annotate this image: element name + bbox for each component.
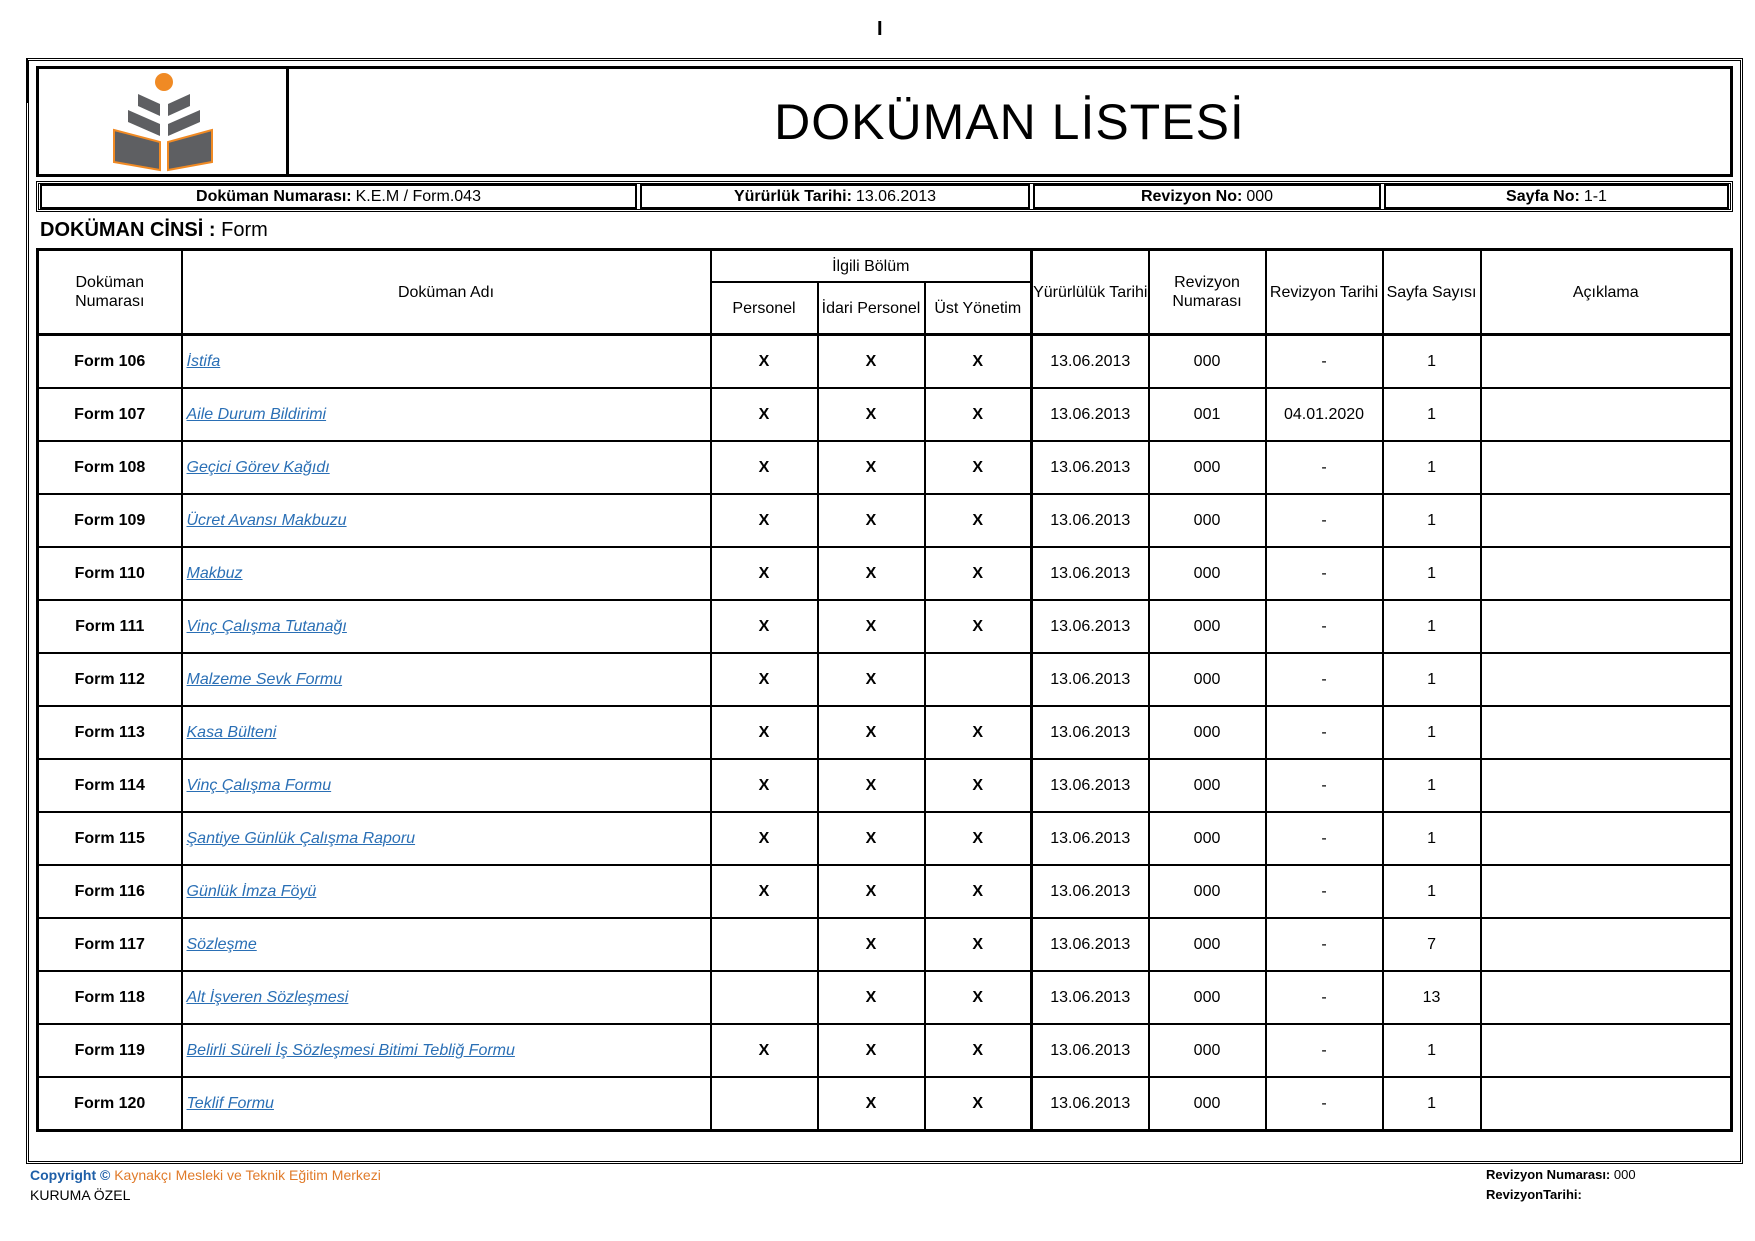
col-header-top-management: Üst Yönetim [925,282,1032,335]
revision-date-cell: - [1266,494,1383,547]
footer-revision-number-label: Revizyon Numarası: [1486,1167,1611,1182]
doc-number-value: K.E.M / Form.043 [355,187,481,205]
top-management-mark: X [925,865,1032,918]
doc-name-link[interactable]: Kasa Bülteni [186,723,277,741]
page-no-cell [1384,184,1729,209]
revision-number-cell: 000 [1149,600,1266,653]
admin-personnel-mark: X [818,653,925,706]
revision-number-cell: 000 [1149,494,1266,547]
doc-name-link[interactable]: Ücret Avansı Makbuzu [186,511,347,529]
doc-number-cell: Form 120 [38,1077,182,1131]
revision-number-cell: 000 [1149,441,1266,494]
table-row [38,706,1732,759]
revision-number-cell: 000 [1149,1077,1266,1131]
col-header-doc-name: Doküman Adı [182,250,711,335]
description-cell [1481,1024,1732,1077]
page-count-cell: 1 [1383,494,1481,547]
top-management-mark: X [925,706,1032,759]
col-header-revision-date: Revizyon Tarihi [1266,250,1383,335]
effective-date-cell: 13.06.2013 [1032,812,1149,865]
doc-name-link[interactable]: Vinç Çalışma Formu [186,776,332,794]
doc-name-link[interactable]: Aile Durum Bildirimi [186,405,327,423]
doc-name-cell [182,441,711,494]
effective-date-cell: 13.06.2013 [1032,706,1149,759]
personnel-mark [711,918,818,971]
top-management-mark: X [925,812,1032,865]
top-management-mark: X [925,547,1032,600]
frame-tick [26,58,28,103]
personnel-mark: X [711,865,818,918]
doc-name-link[interactable]: Vinç Çalışma Tutanağı [186,617,347,635]
revision-date-cell: - [1266,918,1383,971]
effective-date-cell: 13.06.2013 [1032,865,1149,918]
doc-number-cell: Form 107 [38,388,182,441]
doc-number-cell: Form 114 [38,759,182,812]
personnel-mark: X [711,335,818,389]
admin-personnel-mark: X [818,759,925,812]
effective-date-cell: 13.06.2013 [1032,1024,1149,1077]
page-count-cell: 1 [1383,547,1481,600]
personnel-mark: X [711,600,818,653]
table-row [38,494,1732,547]
copyright-label: Copyright © [30,1167,111,1183]
revision-number-cell: 000 [1149,706,1266,759]
copyright-line [30,1165,381,1185]
personnel-mark [711,1077,818,1131]
col-header-admin-personnel: İdari Personel [818,282,925,335]
page-count-cell: 7 [1383,918,1481,971]
effective-date-cell: 13.06.2013 [1032,653,1149,706]
table-row [38,335,1732,389]
col-header-revision-number: Revizyon Numarası [1149,250,1266,335]
doc-number-cell: Form 109 [38,494,182,547]
top-management-mark: X [925,1024,1032,1077]
description-cell [1481,653,1732,706]
personnel-mark: X [711,653,818,706]
page-count-cell: 1 [1383,653,1481,706]
col-header-effective-date: Yürürlülük Tarihi [1032,250,1149,335]
admin-personnel-mark: X [818,706,925,759]
doc-name-cell [182,1077,711,1131]
doc-name-link[interactable]: Makbuz [186,564,243,582]
description-cell [1481,600,1732,653]
doc-name-cell [182,971,711,1024]
doc-number-cell: Form 108 [38,441,182,494]
page-count-cell: 1 [1383,441,1481,494]
table-row [38,865,1732,918]
revision-number-cell: 000 [1149,547,1266,600]
page-count-cell: 1 [1383,335,1481,389]
description-cell [1481,865,1732,918]
col-header-personnel: Personel [711,282,818,335]
admin-personnel-mark: X [818,971,925,1024]
personnel-mark: X [711,1024,818,1077]
revision-number-cell: 001 [1149,388,1266,441]
revision-date-cell: - [1266,865,1383,918]
description-cell [1481,547,1732,600]
page-count-cell: 1 [1383,600,1481,653]
admin-personnel-mark: X [818,1024,925,1077]
col-header-description: Açıklama [1481,250,1732,335]
footer-revision-number [1486,1165,1636,1185]
revision-number-cell: 000 [1149,653,1266,706]
description-cell [1481,706,1732,759]
doc-name-cell [182,759,711,812]
description-cell [1481,494,1732,547]
table-body [38,335,1732,1131]
effective-date-cell: 13.06.2013 [1032,441,1149,494]
document-list-table [36,248,1733,1132]
doc-name-cell [182,494,711,547]
doc-name-link[interactable]: Sözleşme [186,935,257,953]
page-count-cell: 1 [1383,812,1481,865]
col-header-doc-number: Doküman Numarası [38,250,182,335]
effective-date-value: 13.06.2013 [855,187,936,205]
personnel-mark: X [711,494,818,547]
page-no-label: Sayfa No: [1506,187,1580,205]
doc-number-cell: Form 117 [38,918,182,971]
effective-date-cell: 13.06.2013 [1032,388,1149,441]
page-marker: I [877,18,883,40]
effective-date-cell: 13.06.2013 [1032,759,1149,812]
personnel-mark: X [711,812,818,865]
description-cell [1481,441,1732,494]
admin-personnel-mark: X [818,388,925,441]
admin-personnel-mark: X [818,1077,925,1131]
revision-date-cell: - [1266,335,1383,389]
footer-left [30,1165,381,1205]
doc-number-cell: Form 106 [38,335,182,389]
top-management-mark: X [925,335,1032,389]
top-management-mark: X [925,441,1032,494]
revision-date-cell: - [1266,812,1383,865]
doc-number-cell: Form 111 [38,600,182,653]
doc-name-link[interactable]: Belirli Süreli İş Sözleşmesi Bitimi Tebliğ Formu [186,1041,515,1059]
description-cell [1481,1077,1732,1131]
admin-personnel-mark: X [818,918,925,971]
revision-no-cell [1033,184,1381,209]
admin-personnel-mark: X [818,335,925,389]
personnel-mark [711,971,818,1024]
effective-date-cell [640,184,1030,209]
document-info-row [36,181,1733,212]
effective-date-cell: 13.06.2013 [1032,971,1149,1024]
top-management-mark: X [925,759,1032,812]
doc-name-link[interactable]: Günlük İmza Föyü [186,882,317,900]
revision-date-cell: 04.01.2020 [1266,388,1383,441]
footer-revision-number-value: 000 [1613,1167,1636,1182]
personnel-mark: X [711,706,818,759]
description-cell [1481,918,1732,971]
top-management-mark: X [925,494,1032,547]
page-count-cell: 1 [1383,865,1481,918]
doc-name-cell [182,1024,711,1077]
table-row [38,600,1732,653]
doc-type-value: Form [221,219,268,241]
admin-personnel-mark: X [818,494,925,547]
effective-date-label: Yürürlük Tarihi: [733,187,852,205]
revision-number-cell: 000 [1149,335,1266,389]
doc-name-link[interactable]: Malzeme Sevk Formu [186,670,343,688]
doc-number-cell: Form 119 [38,1024,182,1077]
table-row [38,1024,1732,1077]
col-header-page-count: Sayfa Sayısı [1383,250,1481,335]
personnel-mark: X [711,547,818,600]
col-header-related-dept: İlgili Bölüm [711,250,1032,283]
admin-personnel-mark: X [818,812,925,865]
table-row [38,547,1732,600]
personnel-mark: X [711,388,818,441]
footer-revision-date-label: RevizyonTarihi: [1486,1187,1582,1202]
revision-date-cell: - [1266,1024,1383,1077]
effective-date-cell: 13.06.2013 [1032,494,1149,547]
revision-date-cell: - [1266,653,1383,706]
table-row [38,1077,1732,1131]
effective-date-cell: 13.06.2013 [1032,547,1149,600]
doc-type [40,219,268,242]
doc-number-cell: Form 113 [38,706,182,759]
doc-name-link[interactable]: Geçici Görev Kağıdı [186,458,330,476]
doc-number-cell [40,184,637,209]
table-row [38,388,1732,441]
doc-number-cell: Form 115 [38,812,182,865]
revision-date-cell: - [1266,547,1383,600]
table-row [38,971,1732,1024]
footer-right [1486,1165,1636,1205]
description-cell [1481,971,1732,1024]
effective-date-cell: 13.06.2013 [1032,600,1149,653]
effective-date-cell: 13.06.2013 [1032,918,1149,971]
revision-number-cell: 000 [1149,865,1266,918]
revision-date-cell: - [1266,759,1383,812]
top-management-mark: X [925,971,1032,1024]
footer-revision-date [1486,1185,1636,1205]
table-row [38,653,1732,706]
page-no-value: 1-1 [1583,187,1607,205]
page-count-cell: 1 [1383,1077,1481,1131]
revision-number-cell: 000 [1149,1024,1266,1077]
doc-name-link[interactable]: Şantiye Günlük Çalışma Raporu [186,829,416,847]
revision-no-value: 000 [1246,187,1274,205]
doc-name-cell [182,918,711,971]
effective-date-cell: 13.06.2013 [1032,1077,1149,1131]
org-name: Kaynakçı Mesleki ve Teknik Eğitim Merkezi [114,1167,381,1183]
revision-date-cell: - [1266,971,1383,1024]
page-count-cell: 1 [1383,388,1481,441]
doc-name-cell [182,706,711,759]
effective-date-cell: 13.06.2013 [1032,335,1149,389]
doc-type-label: DOKÜMAN CİNSİ : [40,219,216,241]
document-header [36,66,1733,177]
revision-no-label: Revizyon No: [1140,187,1243,205]
top-management-mark [925,653,1032,706]
doc-name-cell [182,865,711,918]
revision-number-cell: 000 [1149,812,1266,865]
revision-date-cell: - [1266,600,1383,653]
admin-personnel-mark: X [818,441,925,494]
doc-number-cell: Form 118 [38,971,182,1024]
page-count-cell: 1 [1383,706,1481,759]
table-row [38,759,1732,812]
classification: KURUMA ÖZEL [30,1187,131,1203]
doc-number-cell: Form 112 [38,653,182,706]
description-cell [1481,759,1732,812]
admin-personnel-mark: X [818,865,925,918]
top-management-mark: X [925,918,1032,971]
document-title: DOKÜMAN LİSTESİ [774,93,1245,150]
revision-date-cell: - [1266,1077,1383,1131]
revision-number-cell: 000 [1149,971,1266,1024]
admin-personnel-mark: X [818,547,925,600]
personnel-mark: X [711,759,818,812]
page-count-cell: 13 [1383,971,1481,1024]
table-row [38,812,1732,865]
doc-name-link[interactable]: Teklif Formu [186,1094,274,1112]
revision-date-cell: - [1266,441,1383,494]
revision-number-cell: 000 [1149,759,1266,812]
logo-cell [39,69,289,174]
doc-name-cell [182,812,711,865]
top-management-mark: X [925,388,1032,441]
doc-name-cell [182,547,711,600]
top-management-mark: X [925,600,1032,653]
doc-name-link[interactable]: İstifa [186,352,221,370]
revision-date-cell: - [1266,706,1383,759]
doc-number-cell: Form 110 [38,547,182,600]
doc-number-cell: Form 116 [38,865,182,918]
table-row [38,918,1732,971]
description-cell [1481,388,1732,441]
doc-number-label: Doküman Numarası: [196,187,352,205]
admin-personnel-mark: X [818,600,925,653]
page-count-cell: 1 [1383,759,1481,812]
description-cell [1481,335,1732,389]
description-cell [1481,812,1732,865]
institution-logo-icon [108,72,218,172]
revision-number-cell: 000 [1149,918,1266,971]
doc-name-cell [182,653,711,706]
doc-name-cell [182,335,711,389]
personnel-mark: X [711,441,818,494]
doc-name-link[interactable]: Alt İşveren Sözleşmesi [186,988,349,1006]
doc-name-cell [182,600,711,653]
table-row [38,441,1732,494]
page-count-cell: 1 [1383,1024,1481,1077]
doc-name-cell [182,388,711,441]
top-management-mark: X [925,1077,1032,1131]
